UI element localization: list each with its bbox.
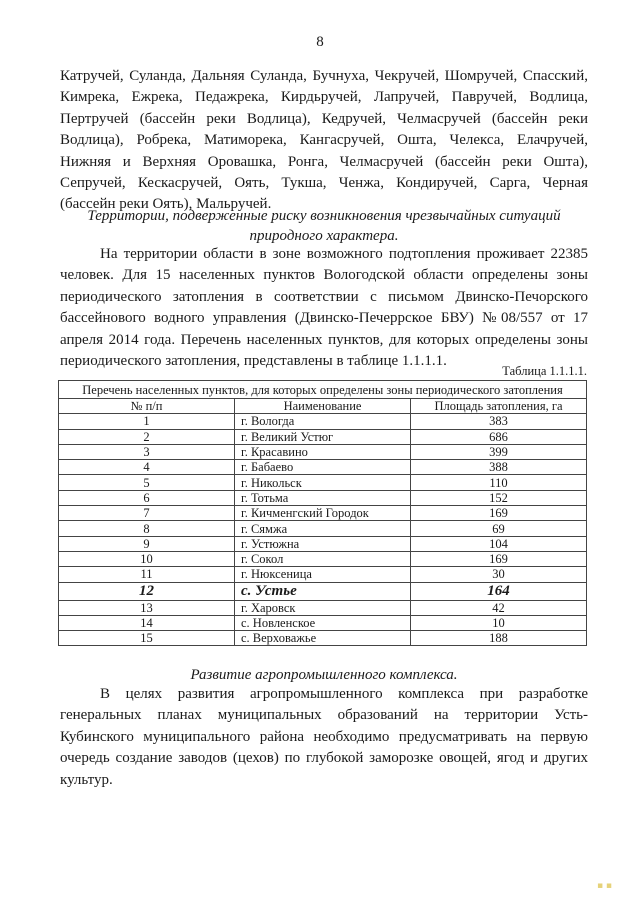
row-num-cell: 1 [59, 414, 235, 429]
row-name-cell: г. Красавино [235, 444, 411, 459]
table-caption-row [59, 381, 587, 399]
table-row [59, 600, 587, 615]
table-row [59, 567, 587, 582]
row-num-cell: 4 [59, 460, 235, 475]
row-num-cell: 3 [59, 444, 235, 459]
row-area-cell: 42 [411, 600, 587, 615]
table-row [59, 414, 587, 429]
row-area-cell: 164 [411, 582, 587, 600]
row-num-cell: 11 [59, 567, 235, 582]
table-row [59, 536, 587, 551]
table-caption: Перечень населенных пунктов, для которых определены зоны периодического затопления [59, 381, 587, 399]
table-row [59, 582, 587, 600]
table-label: Таблица 1.1.1.1. [502, 364, 587, 378]
row-num-cell: 12 [59, 582, 235, 600]
row-area-cell: 152 [411, 490, 587, 505]
row-name-cell: г. Устюжна [235, 536, 411, 551]
territory-risk-heading: Территории, подверженные риску возникновения чрезвычайных ситуаций природного характера. [87, 208, 561, 244]
row-area-cell: 169 [411, 551, 587, 566]
header-num: № п/п [59, 399, 235, 414]
row-area-cell: 188 [411, 631, 587, 646]
table-row [59, 444, 587, 459]
row-area-cell: 104 [411, 536, 587, 551]
row-name-cell: с. Новленское [235, 615, 411, 630]
table-row [59, 631, 587, 646]
row-name-cell: с. Верховажье [235, 631, 411, 646]
row-area-cell: 10 [411, 615, 587, 630]
table-row [59, 460, 587, 475]
table-row [59, 490, 587, 505]
table-row [59, 475, 587, 490]
row-area-cell: 388 [411, 460, 587, 475]
row-num-cell: 6 [59, 490, 235, 505]
agro-heading: Развитие агропромышленного комплекса. [190, 667, 458, 683]
row-area-cell: 686 [411, 429, 587, 444]
row-num-cell: 5 [59, 475, 235, 490]
row-name-cell: г. Никольск [235, 475, 411, 490]
table-row [59, 615, 587, 630]
row-name-cell: г. Нюксеница [235, 567, 411, 582]
row-area-cell: 69 [411, 521, 587, 536]
row-area-cell: 399 [411, 444, 587, 459]
row-name-cell: г. Великий Устюг [235, 429, 411, 444]
row-name-cell: г. Сокол [235, 551, 411, 566]
row-num-cell: 7 [59, 506, 235, 521]
table-row [59, 429, 587, 444]
row-num-cell: 10 [59, 551, 235, 566]
row-name-cell: г. Вологда [235, 414, 411, 429]
row-name-cell: г. Кичменгский Городок [235, 506, 411, 521]
row-area-cell: 169 [411, 506, 587, 521]
rivers-paragraph: Катручей, Суланда, Дальняя Суланда, Бучнуха, Чекручей, Шомручей, Спасский, Кимрека, Ежрека, Педажрека, Кирдьручей, Лапручей, Павручей, Водлица, Пертручей (бассейн реки Водлица), Кедручей, Челмасручей (бассейн реки Водлица), Робрека, Матиморека, Кангасручей, Ошта, Челекса, Елачручей, Нижняя и Верхняя Оровашка, Ронга, Челмасручей (бассейн реки Ошта), Сепручей, Кескасручей, Оять, Тукша, Ченжа, Кондиручей, Сарга, Черная (бассейн реки Оять), Мальручей. [60, 68, 588, 213]
row-area-cell: 30 [411, 567, 587, 582]
header-area: Площадь затопления, га [411, 399, 587, 414]
row-name-cell: г. Тотьма [235, 490, 411, 505]
table-header-row [59, 399, 587, 414]
row-area-cell: 383 [411, 414, 587, 429]
header-name: Наименование [235, 399, 411, 414]
row-num-cell: 13 [59, 600, 235, 615]
row-num-cell: 9 [59, 536, 235, 551]
agro-paragraph: В целях развития агропромышленного комплекса при разработке генеральных планах муниципальных образований на территории Усть-Кубинского муниципального района необходимо предусматривать на первую очередь создание заводов (цехов) по глубокой заморозке овощей, ягод и других культур. [60, 686, 588, 788]
row-name-cell: г. Бабаево [235, 460, 411, 475]
flood-zone-paragraph: На территории области в зоне возможного подтопления проживает 22385 человек. Для 15 населенных пунктов Вологодской области определены зоны периодического затопления в соответствии с письмом Двинско-Печорского бассейнового водного управления (Двинско-Печеррское БВУ) №08/557 от 17 апреля 2014 года. Перечень населенных пунктов, для которых определены зоны периодического затопления, представлены в таблице 1.1.1.1. [60, 246, 588, 370]
table-row [59, 521, 587, 536]
row-num-cell: 15 [59, 631, 235, 646]
row-num-cell: 8 [59, 521, 235, 536]
row-num-cell: 2 [59, 429, 235, 444]
flood-zone-table [58, 380, 587, 646]
row-area-cell: 110 [411, 475, 587, 490]
page-number: 8 [316, 34, 324, 50]
row-num-cell: 14 [59, 615, 235, 630]
table-row [59, 506, 587, 521]
corner-mark: ▪ ▪ [596, 881, 612, 891]
row-name-cell: г. Сямжа [235, 521, 411, 536]
row-name-cell: с. Устье [235, 582, 411, 600]
table-row [59, 551, 587, 566]
row-name-cell: г. Харовск [235, 600, 411, 615]
table-body [59, 414, 587, 646]
